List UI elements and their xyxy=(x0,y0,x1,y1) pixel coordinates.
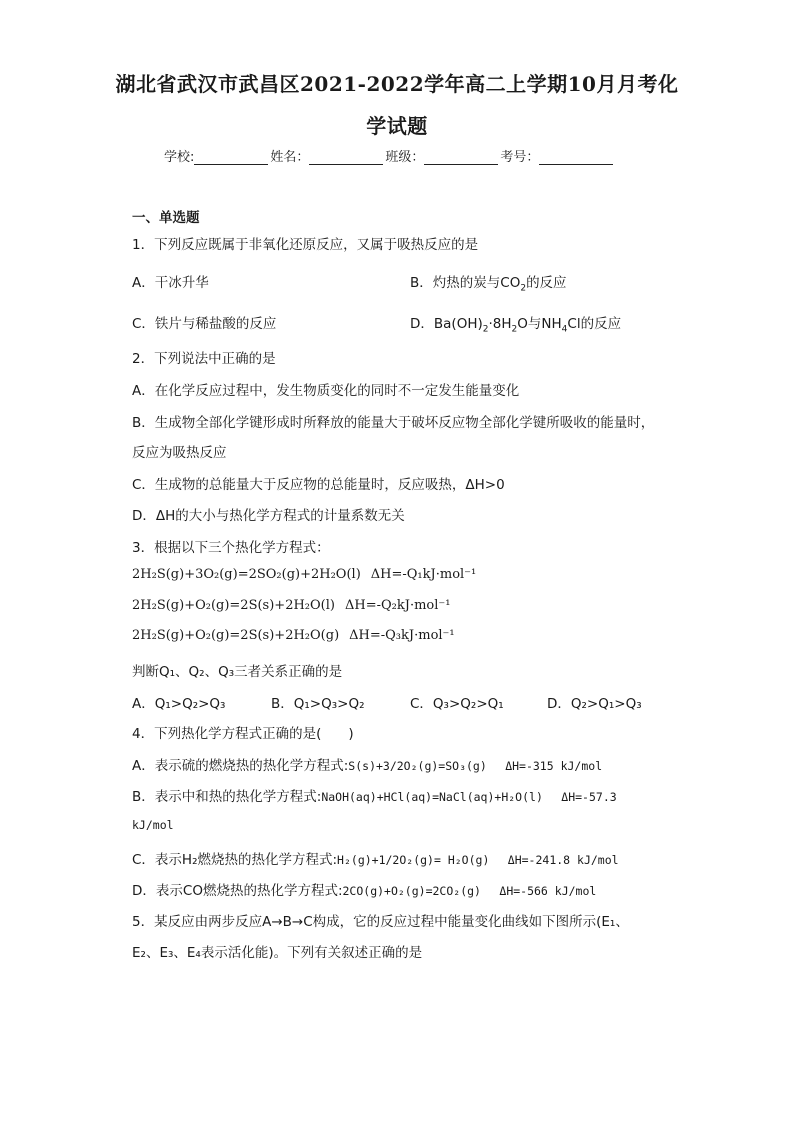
q3-eq1-dh: ΔH=-Q₁kJ·mol⁻¹ xyxy=(370,567,477,582)
name-label: 姓名： xyxy=(270,150,310,165)
q4-option-d xyxy=(132,879,596,899)
q4-a-equation: S(s)+3/2O₂(g)=SO₃(g) ΔH=-315 kJ/mol xyxy=(348,759,603,773)
q4-option-b xyxy=(132,785,617,805)
q4-b-text: B．表示中和热的热化学方程式: xyxy=(132,789,322,805)
q2-option-b-line2: 反应为吸热反应 xyxy=(132,445,227,461)
q4-option-c xyxy=(132,848,619,868)
q4-d-equation: 2CO(g)+O₂(g)=2CO₂(g) ΔH=-566 kJ/mol xyxy=(342,884,597,898)
q1-stem: 1．下列反应既属于非氧化还原反应，又属于吸热反应的是 xyxy=(132,237,479,253)
q4-option-a xyxy=(132,754,602,774)
class-blank[interactable] xyxy=(424,150,498,165)
q1-option-c: C．铁片与稀盐酸的反应 xyxy=(132,316,277,332)
school-label: 学校: xyxy=(164,150,195,165)
q4-a-text: A．表示硫的燃烧热的热化学方程式: xyxy=(132,758,349,774)
q2-option-a: A．在化学反应过程中，发生物质变化的同时不一定发生能量变化 xyxy=(132,383,520,399)
q1-option-a: A．干冰升华 xyxy=(132,275,209,291)
q3-eq1-text: 2H₂S(g)+3O₂(g)=2SO₂(g)+2H₂O(l) xyxy=(132,567,361,582)
q3-judge: 判断Q₁、Q₂、Q₃三者关系正确的是 xyxy=(132,664,343,680)
q1-d-sub1: 2 xyxy=(482,324,489,335)
q1-d-sub3: 4 xyxy=(561,324,568,335)
q1-d-tail: Cl的反应 xyxy=(567,316,622,332)
q3-eq2-dh: ΔH=-Q₂kJ·mol⁻¹ xyxy=(344,598,451,613)
q1-option-b xyxy=(410,271,567,294)
q3-eq3-text: 2H₂S(g)+O₂(g)=2S(s)+2H₂O(g) xyxy=(132,628,340,643)
q3-option-b: B．Q₁>Q₃>Q₂ xyxy=(271,696,365,712)
q3-option-a: A．Q₁>Q₂>Q₃ xyxy=(132,696,226,712)
number-blank[interactable] xyxy=(539,150,613,165)
q3-equation-1 xyxy=(132,567,476,582)
number-label: 考号： xyxy=(500,150,540,165)
q4-c-text: C．表示H₂燃烧热的热化学方程式: xyxy=(132,852,338,868)
q3-stem: 3．根据以下三个热化学方程式： xyxy=(132,540,330,556)
class-label: 班级： xyxy=(385,150,425,165)
q2-option-b-line1: B．生成物全部化学键形成时所释放的能量大于破坏反应物全部化学键所吸收的能量时， xyxy=(132,415,655,431)
q2-option-d: D．ΔH的大小与热化学方程式的计量系数无关 xyxy=(132,508,405,524)
q3-eq2-text: 2H₂S(g)+O₂(g)=2S(s)+2H₂O(l) xyxy=(132,598,335,613)
q2-stem: 2．下列说法中正确的是 xyxy=(132,351,276,367)
q3-equation-3 xyxy=(132,628,455,643)
name-blank[interactable] xyxy=(309,150,383,165)
q2-option-c: C．生成物的总能量大于反应物的总能量时，反应吸热，ΔH>0 xyxy=(132,477,505,493)
q1-d-sub2: 2 xyxy=(511,324,518,335)
q1-b-tail: 的反应 xyxy=(526,275,567,291)
q4-d-text: D．表示CO燃烧热的热化学方程式: xyxy=(132,883,343,899)
section-heading: 一、单选题 xyxy=(132,210,200,226)
exam-title-line-1: 湖北省武汉市武昌区2021-2022学年高二上学期10月月考化 xyxy=(115,72,679,96)
q4-option-b-cont: kJ/mol xyxy=(132,818,174,832)
q3-eq3-dh: ΔH=-Q₃kJ·mol⁻¹ xyxy=(349,628,455,643)
exam-title-line-2: 学试题 xyxy=(366,114,428,138)
q4-stem: 4．下列热化学方程式正确的是( ) xyxy=(132,726,354,742)
q5-stem-line1: 5．某反应由两步反应A→B→C构成，它的反应过程中能量变化曲线如下图所示(E₁、 xyxy=(132,914,629,930)
q3-equation-2 xyxy=(132,598,450,613)
q1-b-text: B．灼热的炭与CO xyxy=(410,275,521,291)
q1-d-mid2: O与NH xyxy=(517,316,562,332)
q5-stem-line2: E₂、E₃、E₄表示活化能)。下列有关叙述正确的是 xyxy=(132,945,423,961)
student-info-row xyxy=(164,146,615,165)
q4-c-equation: H₂(g)+1/2O₂(g)= H₂O(g) ΔH=-241.8 kJ/mol xyxy=(337,853,619,867)
q1-b-sub: 2 xyxy=(520,283,527,294)
q1-d-mid: ·8H xyxy=(488,316,512,332)
q1-option-d xyxy=(410,312,622,335)
school-blank[interactable] xyxy=(194,150,268,165)
q3-option-c: C．Q₃>Q₂>Q₁ xyxy=(410,696,504,712)
q1-d-text: D．Ba(OH) xyxy=(410,316,483,332)
q3-option-d: D．Q₂>Q₁>Q₃ xyxy=(547,696,642,712)
q4-b-equation: NaOH(aq)+HCl(aq)=NaCl(aq)+H₂O(l) ΔH=-57.3 xyxy=(321,790,617,804)
